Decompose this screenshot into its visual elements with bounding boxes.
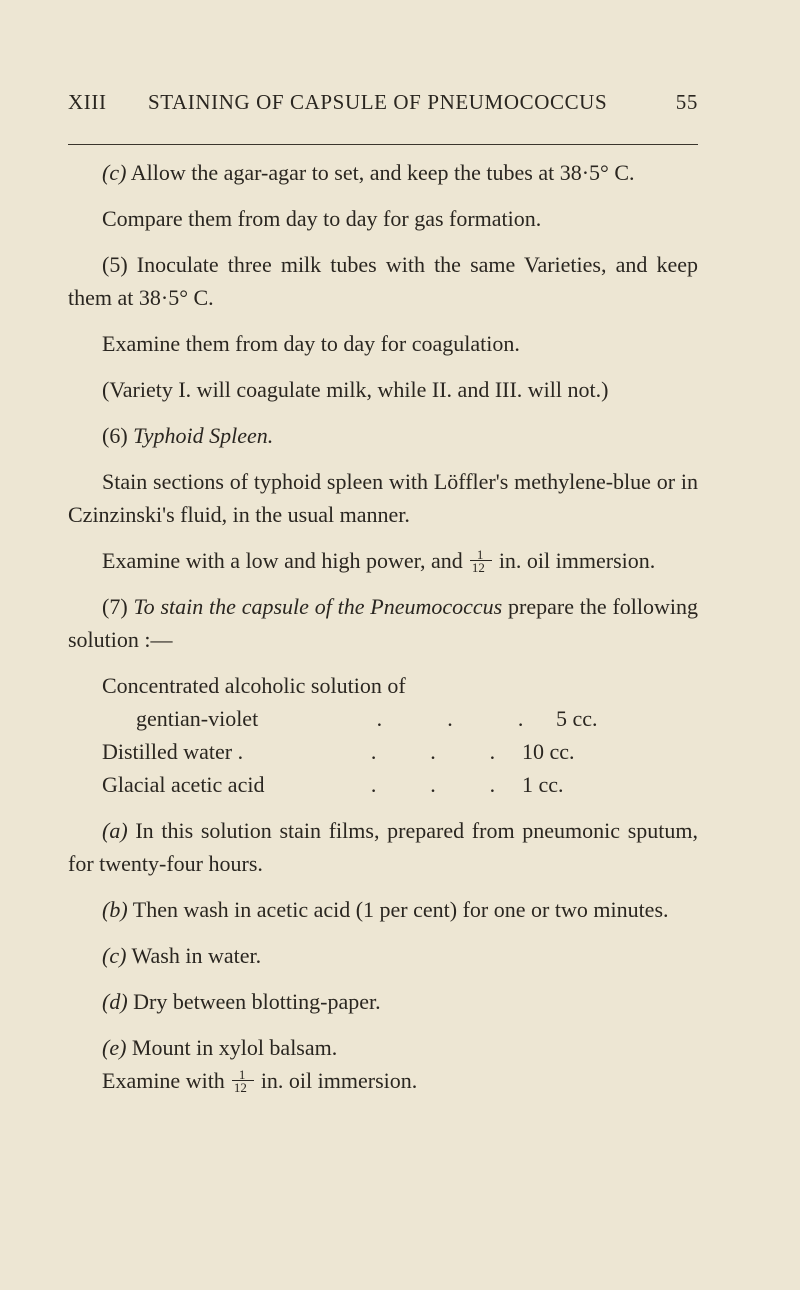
paragraph-text: Examine with: [102, 1068, 225, 1093]
dot: .: [447, 706, 453, 731]
paragraph-stain-sections: Stain sections of typhoid spleen with Löffler's methylene-blue or in Czinzinski's fluid, in the usual manner.: [68, 469, 698, 527]
paragraph-d: [68, 985, 698, 1018]
recipe-head: Concentrated alcoholic solution of: [102, 673, 406, 698]
recipe-row: [102, 768, 698, 801]
fraction-denominator: 12: [471, 560, 485, 575]
recipe-amount: 5 cc.: [556, 706, 598, 731]
dot: .: [370, 739, 377, 764]
paragraph-examine-coagulation: Examine them from day to day for coagulation.: [102, 331, 520, 356]
paragraph-text: Inoculate three milk tubes with the same Varieties, and keep them at 38·5° C.: [68, 252, 698, 310]
paragraph-examine-power: [68, 544, 698, 577]
paragraph-final-examine: [68, 1064, 698, 1097]
paragraph-a: [68, 814, 698, 880]
paragraph-e: [68, 1031, 698, 1064]
recipe-row: [102, 735, 698, 768]
fraction-one-twelfth: [469, 548, 493, 574]
paragraph-5: [68, 248, 698, 314]
dot: .: [430, 739, 436, 764]
recipe-ingredient: Glacial acetic acid: [102, 772, 265, 797]
paragraph-text: Then wash in acetic acid (1 per cent) for one or two minutes.: [132, 897, 669, 922]
dot: .: [430, 772, 436, 797]
page-body: [68, 156, 698, 1097]
paragraph-variety-note: (Variety I. will coagulate milk, while II. and III. will not.): [102, 377, 609, 402]
item-label: (b): [102, 897, 128, 922]
dot: .: [376, 706, 383, 731]
running-title: STAINING OF CAPSULE OF PNEUMOCOCCUS: [148, 90, 608, 114]
paragraph-c2: [68, 939, 698, 972]
paragraph-text: Mount in xylol balsam.: [131, 1035, 338, 1060]
page-number: 55: [675, 90, 698, 114]
paragraph-text: Dry between blotting-paper.: [133, 989, 381, 1014]
recipe-table: [68, 669, 698, 801]
fraction-denominator: 12: [233, 1080, 247, 1095]
section-title: To stain the capsule of the Pneumococcus: [133, 594, 503, 619]
item-label: (c): [102, 943, 127, 968]
item-label: (6): [102, 423, 128, 448]
item-label: (e): [102, 1035, 127, 1060]
leader-dots: [332, 702, 556, 735]
paragraph-7: [68, 590, 698, 656]
chapter-signature: XIII: [68, 90, 107, 114]
paragraph-b: [68, 893, 698, 926]
paragraph-6: [68, 419, 698, 452]
dot: .: [489, 772, 496, 797]
item-label: (c): [102, 160, 127, 185]
item-label: (7): [102, 594, 128, 619]
running-header: [68, 90, 698, 120]
leader-dots: [332, 735, 522, 768]
paragraph-text: Allow the agar-agar to set, and keep the tubes at 38·5° C.: [130, 160, 635, 185]
dot: .: [370, 772, 377, 797]
fraction-one-twelfth: [231, 1068, 255, 1094]
recipe-amount: 1 cc.: [522, 772, 564, 797]
paragraph-compare: Compare them from day to day for gas formation.: [102, 206, 542, 231]
dot: .: [517, 706, 524, 731]
paragraph-text: In this solution stain films, prepared from pneumonic sputum, for twenty-four hours.: [68, 818, 698, 876]
leader-dots: [332, 768, 522, 801]
paragraph-text: prepare the following solution :—: [68, 594, 698, 652]
dot: .: [489, 739, 496, 764]
fraction-numerator: 1: [238, 1067, 246, 1082]
recipe-row: [102, 702, 698, 735]
paragraph-text: in. oil immersion.: [260, 1068, 418, 1093]
paragraph-text: Examine with a low and high power, and: [102, 548, 463, 573]
header-rule: [68, 144, 698, 145]
paragraph-text: in. oil immersion.: [498, 548, 656, 573]
fraction-numerator: 1: [476, 547, 484, 562]
item-label: (a): [102, 818, 128, 843]
section-title: Typhoid Spleen.: [133, 423, 274, 448]
recipe-ingredient: Distilled water .: [102, 739, 244, 764]
recipe-ingredient: gentian-violet: [136, 706, 259, 731]
recipe-amount: 10 cc.: [522, 739, 575, 764]
paragraph-c: [68, 156, 698, 189]
item-label: (5): [102, 252, 128, 277]
paragraph-text: Wash in water.: [131, 943, 262, 968]
item-label: (d): [102, 989, 128, 1014]
